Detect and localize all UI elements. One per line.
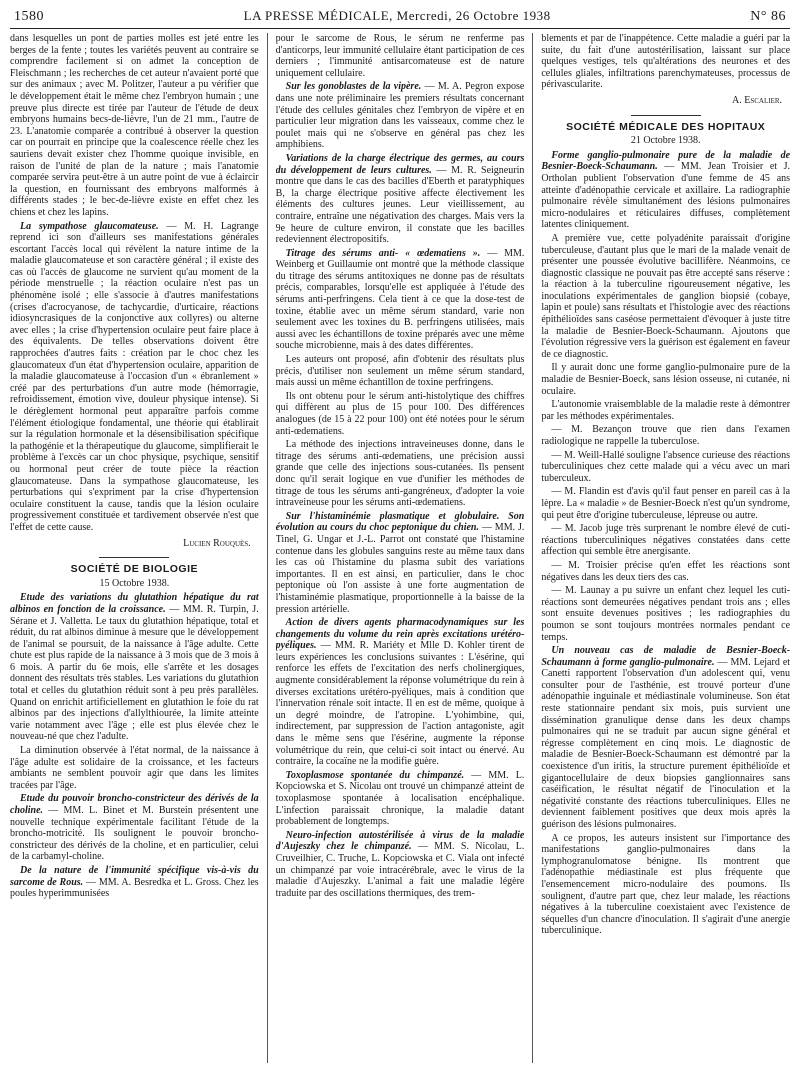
publication-title: LA PRESSE MÉDICALE, Mercredi, 26 Octobre 1938	[243, 8, 551, 23]
section-title: SOCIÉTÉ MÉDICALE DES HOPITAUX	[566, 120, 766, 133]
article-text: — MM. R. Mariéty et Mlle D. Kohler tirent de leurs expériences les conclusions suivantes : L'ésérine, qui renforce les effets de l'excitation des nerfs cholinergiques, augmente considérablement la réponse volumétrique du rein à diverses excitations urétéro-pyéliques, mais à condition que l'innervation rénale soit intacte. Il en est de même, quoique à un degré moindre, de l'atropine. L'yohimbine, qui, indirectement, par suppression de l'action antagoniste, agit dans le même sens que l'ésérine, augmente la réponse volumétrique du rein, que celui-ci soit intact ou énervé. Au contraire, la cocaïne ne la modifie guère.	[275, 640, 525, 768]
author-signature: A. Escalier.	[732, 94, 783, 106]
article-title: Forme ganglio-pulmonaire pure de la maladie de Besnier-Boeck-Schaumann.	[541, 149, 791, 173]
article-paragraph	[541, 150, 790, 231]
columns	[10, 33, 790, 1063]
masthead	[10, 8, 790, 25]
article-text: — M. A. Pegron expose dans une note préliminaire les premiers résultats concernant l'étude des cellules génitales chez l'embryon de vipère et en particulier leur migration dans les vaisseaux, comme chez le poulet mais qui ne s'observe en général pas chez les amphibiens.	[275, 81, 525, 151]
article-paragraph	[10, 793, 259, 863]
paragraph: Ils ont obtenu pour le sérum anti-histolytique des chiffres qui diffèrent au plus de 15 pour 100. Des différences analogues (de 15 à 22 pour 100) ont été notées pour le sérum anti-œdematiens.	[275, 390, 525, 437]
paragraph: dans lesquelles un pont de parties molles est jeté entre les berges de la fente ; toutes les variétés peuvent au contraire se comprendre facilement si on admet la conception de Fleischmann ; les recherches de cet auteur n'avaient porté que sur des animaux ; avec M. Politzer, l'auteur a pu vérifier que le développement était le même chez l'embryon humain ; une preuve plus directe est tirée par l'auteur de l'étude de deux embryons humains becs-de-lièvre, l'un de 21 mm., l'autre de 23. L'anatomie comparée a contribué à observer la question car on pourrait en principe que la coalescence réelle chez les sauriens devait exister chez l'homme quoique invisible, en raison de l'unité de plan de la nature ; mais l'anatomie comparée servira peut-être à un autre point de vue à éclaircir la question, en fournissant des embryons malformés à différents stades ; le bec-de-lièvre existe en effet chez les chiens et chez les lapins.	[10, 33, 259, 218]
article-title: Action de divers agents pharmacodynamiques sur les changements du volume du rein après excitations urétéro-pyéliques.	[275, 617, 525, 652]
paragraph: Les auteurs ont proposé, afin d'obtenir des résultats plus précis, d'utiliser non seulement un même sérum standard, mais aussi un même échantillon de toxine perfringens.	[275, 354, 525, 389]
header-rule	[10, 28, 790, 29]
article-paragraph	[10, 865, 259, 900]
paragraph: A ce propos, les auteurs insistent sur l'importance des manifestations ganglio-pulmonaires dans la lymphogranulomatose bénigne. Ils montrent que l'adénopathie médiastinale est plus fréquente que l'ensemencement micro-nodulaire des poumons. Ils soulignent, d'autre part que, chez leur malade, les réactions négatives à la tuberculine coexistaient avec l'existence de séquelles d'un chancre d'inoculation. Il s'agirait d'une anergie tuberculinique.	[541, 832, 791, 937]
page-number: 1580	[14, 9, 44, 24]
paragraph: — M. Bezançon trouve que rien dans l'examen radiologique ne rappelle la tuberculose.	[541, 424, 791, 447]
article-paragraph	[276, 511, 525, 615]
paragraph: — M. Launay a pu suivre un enfant chez lequel les cuti-réactions sont demeurées négatives pendant trois ans ; elles sont ensuite devenues positives ; les radiographies du poumon se sont toujours montrées normales pendant ce temps.	[541, 585, 791, 643]
article-paragraph	[276, 617, 525, 768]
author-signature: Lucien Rouquès.	[183, 537, 251, 549]
section-divider	[99, 557, 169, 558]
paragraph: La méthode des injections intraveineuses donne, dans le titrage des sérums anti-œdematiens, une précision aussi grande que celle des injections sous-cutanées. Ils pensent donc qu'il serait logique en vue d'unifier les méthodes de titrage de tous les sérums anti-gangréneux, d'adopter la voie intraveineuse pour les sérums anti-œdematiens.	[275, 439, 525, 509]
column-3	[541, 33, 790, 1063]
article-title: Titrage des sérums anti- « œdematiens ».	[285, 247, 481, 259]
paragraph: — M. Flandin est d'avis qu'il faut penser en pareil cas à la lèpre. La « maladie » de Besnier-Boeck n'est qu'un syndrome, qui peut être d'origine tuberculeuse, lépreuse ou autre.	[541, 486, 791, 521]
article-title: La sympathose glaucomateuse.	[20, 220, 159, 232]
paragraph: L'autonomie vraisemblable de la maladie reste à démontrer par les méthodes expérimentales.	[541, 399, 791, 422]
article-text: — MM. R. Turpin, J. Sérane et J. Valletta. Le taux du glutathion hépatique, total et réduit, du rat albinos diminue à mesure que le développement de l'animal se poursuit, de la naissance à l'âge adulte. Cette chute est plus rapide de la naissance à 3 mois que de 3 mois à 6 mois. A partir du 6e mois, elle s'arrête et les dosages donnent des résultats très stables. Les variations du glutathion total et celles du glutathion réduit sont à peu près parallèles. Quand on enrichit artificiellement en glutathion le foie du rat albinos par des injections d'allylthiourée, la limite atteinte varie notamment avec l'âge ; elle est plus élevée chez le nouveau-né que chez l'adulte.	[10, 603, 259, 743]
article-paragraph	[10, 221, 259, 534]
article-text: — M. R. Seigneurin montre que dans le cas des bacilles d'Eberth et paratyphiques B, la charge électrique positive affecte électivement les éléments des cultures jeunes. Leur vieillissement, au contraire, entraîne une négativation des charges. Mais vers la 9e heure de culture environ, il constate que les bacilles redeviennent électropositifs.	[275, 164, 525, 246]
paragraph: Il y aurait donc une forme ganglio-pulmonaire pure de la maladie de Besnier-Boeck, sans lésion osseuse, ni cutanée, ni oculaire.	[541, 362, 791, 397]
article-text: — MM. Weinberg et Guillaumie ont montré que la méthode classique du titrage des sérums antitoxiques ne donne pas de résultats précis, comparables, lorsqu'elle est appliquée à l'étude des sérums anti-perfringens. Cela tient à ce que la dose-test de toxine, établie avec un même sérum standard, varie non seulement avec les toxines du B. perfringens utilisées, mais aussi avec les échantillons de toxine préparés avec une même souche microbienne, mais à des dates différentes.	[275, 247, 525, 352]
article-paragraph	[541, 645, 790, 831]
article-paragraph	[276, 81, 525, 151]
article-title: Neuro-infection autostérilisée à virus de la maladie d'Aujeszky chez le chimpanzé.	[275, 829, 525, 853]
article-title: De la nature de l'immunité spécifique vis-à-vis du sarcome de Rous.	[10, 864, 259, 888]
section-date: 15 Octobre 1938.	[99, 577, 170, 589]
article-title: Un nouveau cas de maladie de Besnier-Boeck-Schaumann à forme ganglio-pulmonaire.	[541, 645, 791, 668]
article-text: — MM. L. Binet et M. Burstein présentent une nouvelle technique expérimentale facilitant l'étude de la broncho-motricité. Ils soulignent le pouvoir broncho-constricteur des dérivés de la choline, et en particulier, celui de la carbamyl-choline.	[10, 805, 259, 863]
paragraph: — M. Weill-Hallé souligne l'absence curieuse des réactions tuberculiniques chez cette malade qui a vécu avec un mari tuberculeux.	[541, 449, 791, 484]
article-text: — M. H. Lagrange reprend ici son d'ailleurs ses manifestations générales escortant l'accès local qui révèlent la nature intime de la maladie glaucomateuse et son caractère général ; il existe des cas où l'accès de glaucome ne survient qu'au moment de la période menstruelle ; la réaction oculaire n'est pas un phénomène isolé ; elle s'associe à d'autres manifestations (crises d'acrocyanose, de tachycardie, d'urticaire, réactions idiosyncrasiques de la conjonctive aux collyres) ou alterne avec elles ; la crise d'hypertension oculaire peut faire place à des équivalents. De telles observations doivent être rapprochées d'autres faits : création par le choc chez les glaucomateux d'un état d'hypertension oculaire, apparition de la maladie glaucomateuse à l'occasion d'un « ébranlement » créé par des perturbations d'un autre mode (hémorragie, refroidissement, émotion vive, douleur physique intense). Si le dérèglement hormonal peut apparaître parfois comme l'élément étiologique fondamental, une théorie qui établirait sur la régulation hormonale et la désensibilisation spécifique la pathogénie et la thérapeutique du glaucome, simplifierait le problème à l'excès car un choc physique, psychique, sensitif ou hormonal peut créer de toute pièce la réaction glaucomateuse. Dans la sympathose glaucomateuse, les perturbations qui s'expriment par la crise d'hypertension oculaire constituent la cause, tandis que la lésion oculaire progressivement constituée et tardivement observée n'est que l'effet de cette cause.	[10, 220, 259, 533]
column-divider	[532, 33, 533, 1063]
article-paragraph	[276, 770, 525, 828]
column-1	[10, 33, 259, 1063]
column-divider	[267, 33, 268, 1063]
article-paragraph	[276, 248, 525, 352]
article-title: Etude du pouvoir broncho-constricteur des dérivés de la choline.	[10, 793, 259, 816]
article-text: — MM. L. Kopciowska et S. Nicolau ont trouvé un chimpanzé atteint de toxoplasmose spontanée à localisation encéphalique. L'infection paraissait chronique, la maladie datant probablement de longtemps.	[275, 769, 525, 828]
article-title: Sur l'histaminémie plasmatique et globulaire. Son évolution au cours du choc peptonique du chien.	[275, 510, 525, 534]
section-divider	[631, 115, 701, 116]
section-date: 21 Octobre 1938.	[630, 135, 701, 147]
article-title: Toxoplasmose spontanée du chimpanzé.	[285, 769, 465, 781]
article-text: — MM. A. Besredka et L. Gross. Chez les poules hyperimmunisées	[10, 876, 259, 900]
article-text: — MM. S. Nicolau, L. Cruveilhier, C. Truche, L. Kopciowska et C. Viala ont infecté un chimpanzé par voie intracérébrale, avec le virus de la maladie d'Aujeszky. L'animal a fait une maladie légère traduite par des oscillations thermiques, des trem-	[275, 841, 525, 899]
article-text: — MM. Lejard et Canetti rapportent l'observation d'un adolescent qui, venu consulter pour de l'asthénie, est trouvé porteur d'une adénopathie inguinale et médiastinale volumineuse. Son état reste stationnaire pendant six mois, puis survient une dissémination granulique dense dans les deux champs pulmonaires qui ne se traduit par aucun signe général et régresse complètement en cinq mois. Le diagnostic de maladie de Besnier-Boeck-Schaumann est démontré par la coexistence d'un iritis, la structure purement épithélioïde et gigantocellulaire de deux biopsies ganglionnaires sans caséification, le résultat négatif de l'inoculation et la négativité constante des réactions tuberculiniques. Elles ne deviennent faiblement positives que deux mois après la guérison des lésions pulmonaires.	[541, 656, 791, 830]
article-title: Etude des variations du glutathion hépatique du rat albinos en fonction de la croissance.	[10, 592, 259, 615]
paragraph: — M. Troisier précise qu'en effet les réactions sont négatives dans les deux tiers des cas.	[541, 559, 791, 583]
article-paragraph	[276, 153, 525, 246]
article-text: — MM. Jean Troisier et J. Ortholan publient l'observation d'une femme de 45 ans atteinte d'adénopathie cervicale et axillaire. La radiographie pulmonaire révèle simultanément des lésions pulmonaires micro-nodulaires et réticulaires diffuses, complètement latentes cliniquement.	[541, 161, 791, 231]
section-title: SOCIÉTÉ DE BIOLOGIE	[70, 563, 199, 576]
paragraph: La diminution observée à l'état normal, de la naissance à l'âge adulte est solidaire de la croissance, et les facteurs ambiants ne semblent pouvoir agir que dans les limites tracées par l'âge.	[10, 745, 259, 791]
article-paragraph	[10, 592, 259, 743]
newspaper-page	[10, 8, 790, 1074]
paragraph: — M. Jacob juge très surprenant le nombre élevé de cuti-réactions tuberculiniques négatives constatées dans cette affection qui semble être anergisante.	[541, 523, 791, 558]
article-text: — MM. J. Tinel, G. Ungar et J.-L. Parrot ont constaté que l'histamine contenue dans les globules sanguins reste au même taux dans les cas où l'histamine du plasma subit des variations importantes. Il en est ainsi, en particulier, dans le choc peptonique où l'on assiste à une forte augmentation de l'histaminémie plasmatique, proportionnelle à la baisse de la pression artérielle.	[275, 522, 525, 615]
paragraph: A première vue, cette polyadénite paraissait d'origine tuberculeuse, d'autant plus que le mari de la malade venait de présenter une poussée évolutive bacillifère. Néanmoins, ce diagnostic classique ne pouvait pas être accepté sans réserve : la réaction à la tuberculine rigoureusement négative, les inoculations expérimentales de ganglion biopsié (cobaye, lapin et poule) sans résultats et l'histologie avec des réactions épithélioïdes sans caséose permettaient d'évoquer à juste titre la maladie de Besnier-Boeck-Schaumann. Ajoutons que l'évolution régressive vers la guérison est également en faveur de ce diagnostic.	[541, 232, 791, 360]
issue-number: N° 86	[750, 9, 786, 24]
paragraph: blements et par de l'inappétence. Cette maladie a guéri par la suite, du fait d'une autostérilisation, laissant sur place quelques vestiges, tels qu'altérations des neurones et des cellules gliales, infiltrations parenchymateuses, processus de périvascularite.	[541, 33, 791, 91]
column-2	[276, 33, 525, 1063]
article-paragraph	[276, 830, 525, 900]
paragraph: pour le sarcome de Rous, le sérum ne renferme pas d'anticorps, leur immunité cellulaire étant participation de ces derniers ; l'immunité antisarcomateuse est de nature uniquement cellulaire.	[275, 33, 525, 79]
article-title: Sur les gonoblastes de la vipère.	[285, 81, 422, 93]
article-title: Variations de la charge électrique des germes, au cours du développement de leurs cultures.	[275, 152, 525, 176]
